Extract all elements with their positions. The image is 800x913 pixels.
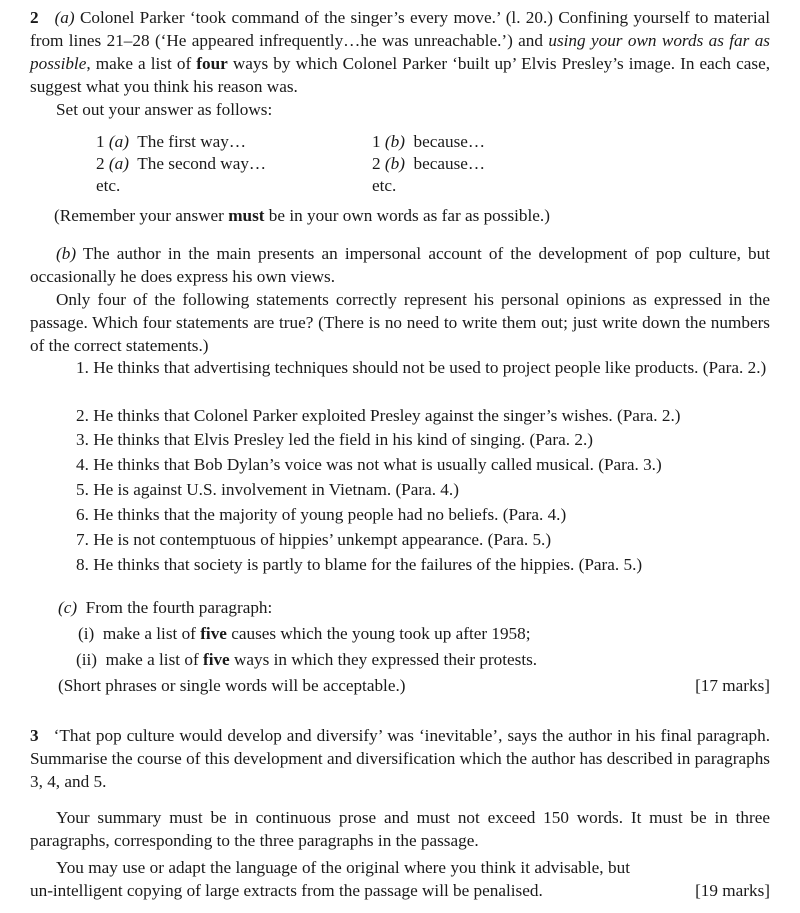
q2a-italic: using your own words as far as possible <box>30 31 770 73</box>
statement-item: 5. He is against U.S. involvement in Vietnam. (Para. 4.) <box>76 480 459 499</box>
statement-item: 7. He is not contemptuous of hippies’ unkempt appearance. (Para. 5.) <box>76 530 552 549</box>
q2a-text: Colonel Parker ‘took command of the singer’s every move.’ (l. 20.) Confining yourself to material from lines 21–28 (‘He appeared infrequently…he was unreachable.’) and <box>30 8 771 50</box>
q2c-note: (Short phrases or single words will be acceptable.) <box>58 676 406 695</box>
remember-note: (Remember your answer must be in your own words as far as possible.) <box>54 206 550 225</box>
format-right: 2 (b) because… <box>372 154 486 173</box>
q2c-item: (i) make a list of five causes which the young took up after 1958; <box>78 624 531 643</box>
statement-item: 1. He thinks that advertising techniques should not be used to project people like products. (Para. 2.) <box>76 358 767 377</box>
q2a-text: , make a list of <box>86 54 197 73</box>
q3-text: ‘That pop culture would develop and diversify’ was ‘inevitable’, says the author in his final paragraph. Summarise the course of this development and diversification which the author has described in paragraphs 3, 4, and 5. <box>30 726 770 791</box>
format-right: etc. <box>372 176 397 195</box>
statement-item: 8. He thinks that society is partly to blame for the failures of the hippies. (Para. 5.) <box>76 555 643 574</box>
format-right: 1 (b) because… <box>372 132 486 151</box>
q2-marks: [17 marks] <box>695 676 770 695</box>
statement-item: 2. He thinks that Colonel Parker exploited Presley against the singer’s wishes. (Para. 2.) <box>76 406 681 425</box>
format-left: 1 (a) The first way… <box>96 132 247 151</box>
setout-instruction: Set out your answer as follows: <box>56 100 273 119</box>
q3-intro <box>30 724 770 793</box>
q2a-bold: four <box>196 54 228 73</box>
statement-item: 3. He thinks that Elvis Presley led the field in his kind of singing. (Para. 2.) <box>76 430 593 449</box>
q3-language-rule: You may use or adapt the language of the original where you think it advisable, but un-intelligent copying of large extracts from the passage will be penalised. <box>30 858 630 900</box>
q2b-intro <box>30 242 770 288</box>
statement-item: 6. He thinks that the majority of young people had no beliefs. (Para. 4.) <box>76 505 567 524</box>
q3-summary-rule: Your summary must be in continuous prose and must not exceed 150 words. It must be in three paragraphs, corresponding to the three paragraphs in the passage. <box>30 808 770 850</box>
q2a-text: ways by which Colonel Parker ‘built up’ Elvis Presley’s image. In each case, suggest what you think his reason was. <box>30 54 770 96</box>
q2b-text: The author in the main presents an impersonal account of the development of pop culture, but occasionally he does express his own views. <box>30 244 770 286</box>
q2b-instruction: Only four of the following statements correctly represent his personal opinions as expressed in the passage. Which four statements are true? (There is no need to write them out; just write down the numbers of the correct statements.) <box>30 290 770 355</box>
question-number: 3 <box>30 726 39 745</box>
q2c-item: (ii) make a list of five ways in which they expressed their protests. <box>76 650 538 669</box>
question-number: 2 <box>30 8 39 27</box>
q2c-intro: (c) From the fourth paragraph: <box>58 598 273 617</box>
part-label: (a) <box>54 8 75 27</box>
q3-marks: [19 marks] <box>695 881 770 900</box>
format-left: 2 (a) The second way… <box>96 154 267 173</box>
part-label: (b) <box>56 244 77 263</box>
format-left: etc. <box>96 176 121 195</box>
statement-item: 4. He thinks that Bob Dylan’s voice was not what is usually called musical. (Para. 3.) <box>76 455 662 474</box>
q2a-intro <box>30 6 770 98</box>
